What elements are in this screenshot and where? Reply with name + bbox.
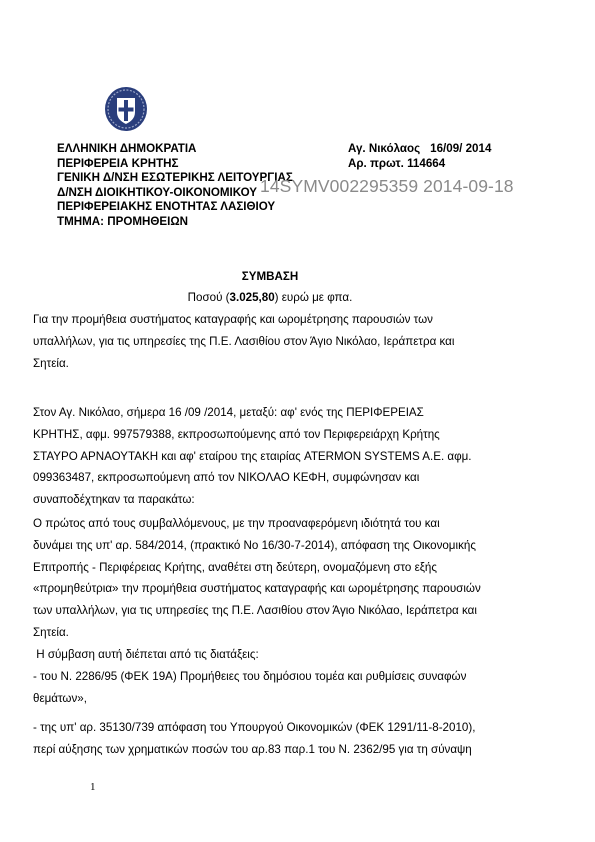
assignment-paragraph [33,513,513,644]
text-line: θεμάτων», [33,691,87,705]
greek-emblem-icon [104,86,148,132]
text-line: 099363487, εκπροσωπούμενη από τον ΝΙΚΟΛΑΟ ΚΕΦΗ, συμφώνησαν και [33,471,420,485]
text-line: «προμηθεύτρια» την προμήθεια συστήματος καταγραφής και ωρομέτρησης παρουσιών [33,582,481,596]
contract-amount [0,291,540,304]
document-title: ΣΥΜΒΑΣΗ [241,270,299,283]
text-line: Σητεία. [33,625,69,639]
text-line: Επιτροπής - Περιφέρειας Κρήτης, αναθέτει στη δεύτερη, ονομαζόμενη στο εξής [33,560,437,574]
place-date [348,142,491,157]
page-number: 1 [90,781,96,793]
parties-paragraph [33,402,513,511]
text-line: δυνάμει της υπ' αρ. 584/2014, (πρακτικό Νο 16/30-7-2014), απόφαση της Οικονομικής [33,538,476,552]
text-line: Σητεία. [33,356,69,370]
document-reference [348,142,491,171]
date: 16/09/ 2014 [430,142,492,155]
text-line: των υπαλλήλων, για τις υπηρεσίες της Π.Ε. Λασιθίου στον Άγιο Νικόλαο, Ιεράπετρα και [33,604,477,618]
terms-intro [33,644,513,666]
amount-value: 3.025,80 [229,291,275,304]
text-line: Η σύμβαση αυτή διέπεται από τις διατάξεις: [33,648,259,661]
protocol-number: Αρ. πρωτ. 114664 [348,156,446,170]
text-line: περί αύξησης των χρηματικών ποσών του αρ.83 παρ.1 του Ν. 2362/95 για τη σύναψη [33,742,472,756]
text-line: Ο πρώτος από τους συμβαλλόμενους, με την προαναφερόμενη ιδιότητά του και [33,517,440,530]
authority-line: ΓΕΝΙΚΗ Δ/ΝΣΗ ΕΣΩΤΕΡΙΚΗΣ ΛΕΙΤΟΥΡΓΙΑΣ [57,171,293,184]
text-line: συναποδέχτηκαν τα παρακάτω: [33,493,195,507]
authority-line: ΕΛΛΗΝΙΚΗ ΔΗΜΟΚΡΑΤΙΑ [57,142,197,155]
subject-paragraph [33,309,513,374]
place: Αγ. Νικόλαος [348,142,421,155]
law-item [33,666,513,710]
authority-line: Δ/ΝΣΗ ΔΙΟΙΚΗΤΙΚΟΥ-ΟΙΚΟΝΟΜΙΚΟΥ [57,185,258,199]
text-line: Στον Αγ. Νικόλαο, σήμερα 16 /09 /2014, μεταξύ: αφ' ενός της ΠΕΡΙΦΕΡΕΙΑΣ [33,406,424,419]
issuing-authority [57,142,293,229]
law-item [33,717,513,761]
amount-prefix: Ποσού ( [187,291,230,304]
text-line: ΚΡΗΤΗΣ, αφμ. 997579388, εκπροσωπούμενης από τον Περιφερειάρχη Κρήτης [33,427,440,441]
text-line: Για την προμήθεια συστήματος καταγραφής και ωρομέτρησης παρουσιών των [33,313,433,326]
text-line: - της υπ' αρ. 35130/739 απόφαση του Υπουργού Οικονομικών (ΦΕΚ 1291/11-8-2010), [33,721,476,734]
text-line: ΣΤΑΥΡΟ ΑΡΝΑΟΥΤΑΚΗ και αφ' εταίρου της εταιρίας ATERMON SYSTEMS A.E. αφμ. [33,449,472,463]
authority-line: ΠΕΡΙΦΕΡΕΙΑΚΗΣ ΕΝΟΤΗΤΑΣ ΛΑΣΙΘΙΟΥ [57,200,276,213]
amount-suffix: ) ευρώ με φπα. [274,291,353,304]
authority-line: ΤΜΗΜΑ: ΠΡΟΜΗΘΕΙΩΝ [57,214,189,228]
text-line: - του Ν. 2286/95 (ΦΕΚ 19Α) Προμήθειες του δημόσιου τομέα και ρυθμίσεις συναφών [33,670,467,683]
registry-stamp: 14SYMV002295359 2014-09-18 [260,176,514,196]
text-line: υπαλλήλων, για τις υπηρεσίες της Π.Ε. Λασιθίου στον Άγιο Νικόλαο, Ιεράπετρα και [33,334,455,348]
authority-line: ΠΕΡΙΦΕΡΕΙΑ ΚΡΗΤΗΣ [57,156,179,170]
